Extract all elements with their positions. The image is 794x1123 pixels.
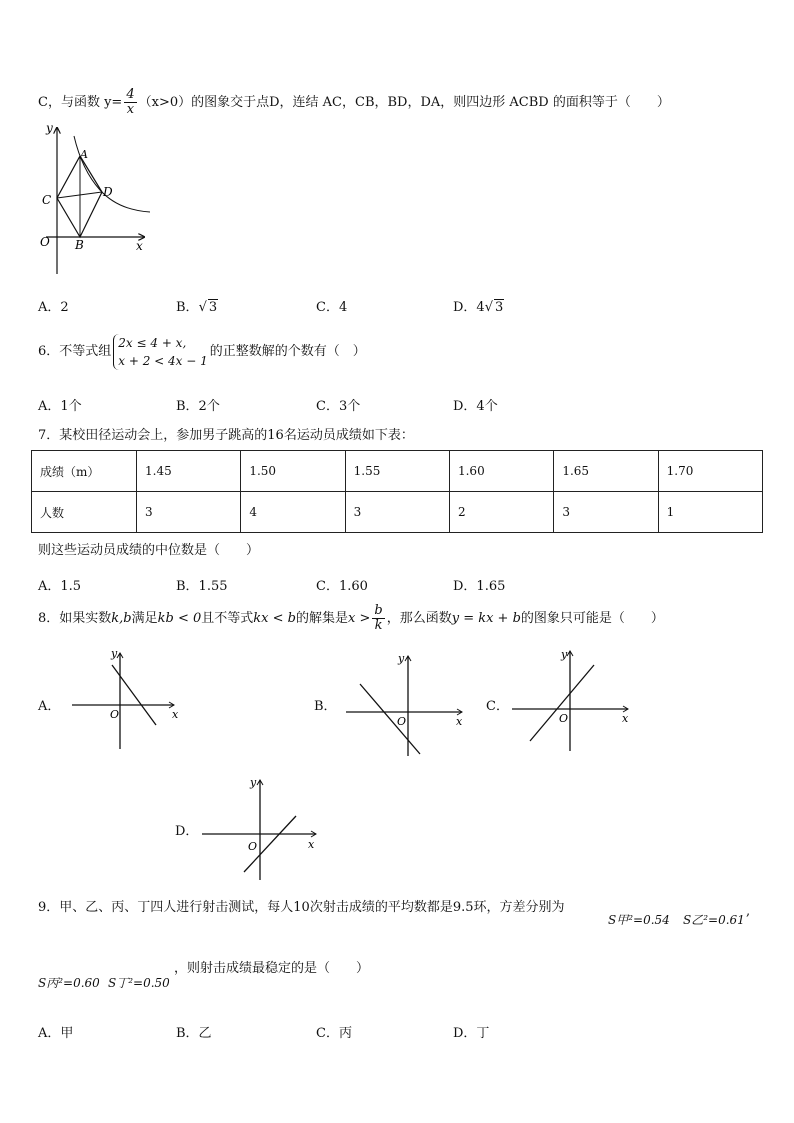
q8-frac-den: k <box>374 618 383 633</box>
q9-variance-bing: S丙²=0.60 <box>38 976 100 990</box>
function-line <box>360 684 420 754</box>
q5-fraction <box>124 88 136 117</box>
q8-text-6: 的图象只可能是（ ） <box>520 611 664 626</box>
y-label: y <box>111 647 118 660</box>
q8-inequality: kx < b <box>253 611 296 626</box>
q7-stem: 7．某校田径运动会上，参加男子跳高的16名运动员成绩如下表： <box>38 428 414 443</box>
q5-y-label: y <box>46 121 53 135</box>
q7-option-d[interactable]: D．1.65 <box>453 579 506 594</box>
q6-suffix: 的正整数解的个数有（ ） <box>209 344 366 359</box>
q7-option-b[interactable]: B．1.55 <box>176 579 228 594</box>
table-cell: 2 <box>449 492 553 533</box>
q6-stem <box>38 334 366 370</box>
table-cell: 1.65 <box>554 451 658 492</box>
x-label: x <box>622 712 629 725</box>
q5-label-c: C <box>42 193 52 207</box>
x-label: x <box>172 708 179 721</box>
origin-label: O <box>248 840 258 853</box>
q8-graph-d[interactable] <box>198 772 323 882</box>
origin-label: O <box>110 708 120 721</box>
q8-stem <box>38 604 664 634</box>
q9-option-d[interactable]: D．丁 <box>453 1026 490 1041</box>
q5-x-label: x <box>136 239 143 253</box>
y-label: y <box>398 652 405 665</box>
q8-graph-b[interactable] <box>342 650 467 760</box>
q6-prefix: 6．不等式组 <box>38 344 112 359</box>
sqrt-icon: √ <box>484 300 493 315</box>
table-cell: 1 <box>658 492 762 533</box>
q9-tail: ，则射击成绩最稳定的是（ ） <box>174 961 370 976</box>
q5-label-d: D <box>103 185 113 199</box>
q8-option-c[interactable]: C． <box>486 699 509 714</box>
q8-option-d[interactable]: D． <box>175 824 199 839</box>
q8-condition: kb < 0 <box>157 611 202 626</box>
q8-text-3: 且不等式 <box>201 611 254 626</box>
q5-frac-num: 4 <box>126 87 135 102</box>
q8-solution-prefix: x > <box>348 611 371 626</box>
q6-option-d[interactable]: D．4个 <box>453 399 498 414</box>
q8-text-5: ，那么函数 <box>386 611 452 626</box>
table-cell: 3 <box>137 492 241 533</box>
origin-label: O <box>397 715 407 728</box>
function-line <box>530 665 594 741</box>
q8-text-1: 8．如果实数 <box>38 611 112 626</box>
q5-option-d-prefix: D．4 <box>453 300 485 315</box>
q7-option-c[interactable]: C．1.60 <box>316 579 368 594</box>
q5-label-a: A <box>80 148 88 161</box>
q8-graph-c[interactable] <box>508 645 633 755</box>
q8-text-2: 满足 <box>131 611 158 626</box>
q6-inequality-1: 2x ≤ 4 + x, <box>118 336 187 350</box>
q8-vars: k,b <box>111 611 132 626</box>
table-row <box>32 451 763 492</box>
q9-variance-ding: S丁²=0.50 <box>108 976 170 990</box>
y-label: y <box>561 648 568 661</box>
q5-option-c[interactable]: C．4 <box>316 300 348 315</box>
q9-variance-yi: S乙²=0.61 <box>683 913 745 927</box>
q8-option-b[interactable]: B． <box>314 699 337 714</box>
table-header-cell: 人数 <box>32 492 137 533</box>
table-cell: 4 <box>241 492 345 533</box>
x-label: x <box>456 715 463 728</box>
table-cell: 1.45 <box>137 451 241 492</box>
table-cell: 1.70 <box>658 451 762 492</box>
q5-option-b[interactable] <box>176 296 218 315</box>
q9-option-c[interactable]: C．丙 <box>316 1026 352 1041</box>
q8-function: y = kx + b <box>451 611 521 626</box>
table-header-cell: 成绩（m） <box>32 451 137 492</box>
q5-option-d[interactable] <box>453 296 504 315</box>
q5-option-d-radicand: 3 <box>495 300 504 315</box>
q8-option-a[interactable]: A． <box>38 699 61 714</box>
q5-stem <box>38 88 670 117</box>
table-cell: 1.55 <box>345 451 449 492</box>
q6-option-b[interactable]: B．2个 <box>176 399 220 414</box>
q6-inequality-2: x + 2 < 4x − 1 <box>118 354 208 368</box>
q5-option-a[interactable]: A．2 <box>38 300 69 315</box>
q7-score-table <box>31 450 763 533</box>
q5-frac-den: x <box>126 102 135 117</box>
x-label: x <box>308 838 315 851</box>
q7-question: 则这些运动员成绩的中位数是（ ） <box>38 543 260 558</box>
q6-inequality-system <box>113 334 208 370</box>
table-cell: 3 <box>554 492 658 533</box>
q9-stem: 9．甲、乙、丙、丁四人进行射击测试，每人10次射击成绩的平均数都是9.5环，方差分别为 <box>38 900 565 915</box>
table-cell: 1.60 <box>449 451 553 492</box>
origin-label: O <box>559 712 569 725</box>
q9-option-a[interactable]: A．甲 <box>38 1026 74 1041</box>
table-cell: 3 <box>345 492 449 533</box>
q5-option-b-radicand: 3 <box>208 300 218 315</box>
table-row <box>32 492 763 533</box>
q6-option-c[interactable]: C．3个 <box>316 399 361 414</box>
q5-figure <box>36 118 156 278</box>
q9-variance-jia: S甲²=0.54 <box>608 913 670 927</box>
table-cell: 1.50 <box>241 451 345 492</box>
q8-graph-a[interactable] <box>66 645 186 755</box>
q5-origin-label: O <box>40 235 50 249</box>
y-label: y <box>250 776 257 789</box>
q7-option-a[interactable]: A．1.5 <box>38 579 82 594</box>
q8-text-4: 的解集是 <box>296 611 349 626</box>
q5-label-b: B <box>75 238 84 252</box>
q6-option-a[interactable]: A．1个 <box>38 399 82 414</box>
q8-solution-fraction <box>372 604 384 633</box>
q5-stem-suffix: （x>0）的图象交于点D，连结 AC，CB，BD，DA，则四边形 ACBD 的面积等于（ ） <box>138 95 670 110</box>
sqrt-icon: √ <box>198 300 207 315</box>
q5-stem-prefix: C，与函数 y= <box>38 95 123 110</box>
q9-comma: , <box>746 904 751 919</box>
q5-option-b-prefix: B． <box>176 300 199 315</box>
q8-frac-num: b <box>374 603 383 618</box>
q9-option-b[interactable]: B．乙 <box>176 1026 212 1041</box>
